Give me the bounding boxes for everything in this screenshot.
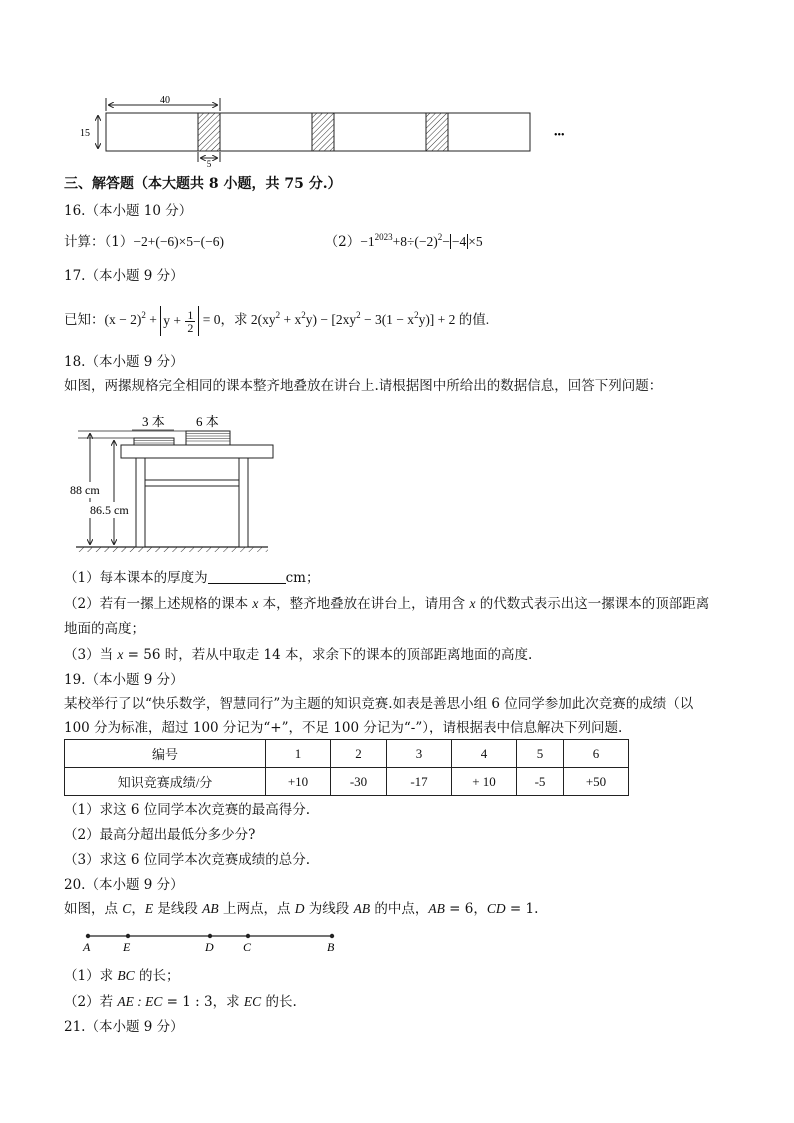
label-c: C [243, 940, 252, 954]
hatched-square-3 [426, 113, 448, 151]
q17-header: 17.（本小题 9 分） [64, 268, 184, 284]
q19-header: 19.（本小题 9 分） [64, 672, 184, 688]
section-title: 三、解答题（本大题共 8 小题，共 75 分.） [64, 176, 342, 192]
q18-part2-cont: 地面的高度； [64, 621, 145, 637]
q18-header: 18.（本小题 9 分） [64, 354, 184, 370]
label-6-books: 6 本 [196, 414, 219, 429]
q20-part2: （2）若 AE : EC = 1 : 3，求 EC 的长. [64, 994, 297, 1010]
q16-header: 16.（本小题 10 分） [64, 203, 193, 219]
table-row: 知识竞赛成绩/分 +10 -30 -17 + 10 -5 +50 [65, 768, 629, 796]
desk-figure [68, 410, 288, 560]
hatched-square-2 [312, 113, 334, 151]
book-stack-6 [186, 431, 230, 445]
q18-intro: 如图，两摞规格完全相同的课本整齐地叠放在讲台上.请根据图中所给出的数据信息，回答下列问题： [64, 378, 663, 394]
ellipsis: ••• [554, 130, 565, 141]
q18-part3: （3）当 x = 56 时，若从中取走 14 本，求余下的课本的顶部距离地面的高度. [64, 647, 533, 663]
table-row: 编号 1 2 3 4 5 6 [65, 740, 629, 768]
q20-part1: （1）求 BC 的长； [64, 968, 180, 984]
q21-header: 21.（本小题 9 分） [64, 1019, 184, 1035]
point-e [126, 934, 130, 938]
point-d [208, 934, 212, 938]
q16-lead: 计算： [64, 234, 105, 250]
table-header-score: 知识竞赛成绩/分 [65, 768, 266, 796]
q20-header: 20.（本小题 9 分） [64, 877, 184, 893]
strip-figure [70, 88, 590, 168]
answer-blank[interactable] [208, 569, 286, 584]
q19-intro-1: 某校举行了以“快乐数学，智慧同行”为主题的知识竞赛.如表是善思小组 6 位同学参加此次竞赛的成绩（以 [64, 696, 694, 712]
q19-part3: （3）求这 6 位同学本次竞赛成绩的总分. [64, 852, 311, 868]
q16-expressions: 计算：（1）−2+(−6)×5−(−6) $(2)-1^{2023}+8\div(-2)^2- -4 \times 5$ [64, 232, 483, 250]
point-c [246, 934, 250, 938]
q16-expr-1: −2+(−6)×5−(−6) [133, 234, 225, 249]
point-b [330, 934, 334, 938]
q18-part1: （1）每本课本的厚度为 cm； [64, 570, 320, 586]
q17-expression: 已知：$(x - 2)^2 + y$ + $\frac{1}{2}$ = 0，求 $2(xy^2 + x^2y) - [2xy^2 - 3(1 - x^2y)] + 2$ 的值. [64, 303, 489, 337]
q19-part1: （1）求这 6 位同学本次竞赛的最高得分. [64, 802, 311, 818]
height-86-label: 86.5 cm [90, 503, 129, 517]
label-b: B [327, 940, 335, 954]
table-header-id: 编号 [65, 740, 266, 768]
height-label: 15 [80, 128, 90, 139]
label-e: E [123, 940, 131, 954]
score-table [64, 739, 629, 796]
desk-top [121, 445, 273, 458]
q19-part2: （2）最高分超出最低分多少分? [64, 827, 256, 843]
q20-intro: 如图，点 C，E 是线段 AB 上两点，点 D 为线段 AB 的中点，AB = 6，CD = 1. [64, 901, 539, 917]
q18-part2: （2）若有一摞上述规格的课本 x 本，整齐地叠放在讲台上，请用含 x 的代数式表示出这一摞课本的顶部距离 [64, 596, 710, 612]
point-a [86, 934, 90, 938]
height-88-label: 88 cm [70, 483, 100, 497]
label-a: A [83, 940, 91, 954]
segment-figure [80, 928, 350, 958]
q19-intro-2: 100 分为标准，超过 100 分记为“+”，不足 100 分记为“-”），请根据表中信息解决下列问题. [64, 720, 623, 736]
gap-label: 5 [206, 159, 212, 169]
label-3-books: 3 本 [142, 414, 165, 429]
width-label: 40 [160, 95, 170, 106]
hatched-square-1 [198, 113, 220, 151]
label-d: D [205, 940, 214, 954]
book-stack-3 [134, 438, 174, 445]
q16-expr-2: $-1^{2023}+8\div(-2)^2- -4 \times 5$ [360, 232, 483, 249]
